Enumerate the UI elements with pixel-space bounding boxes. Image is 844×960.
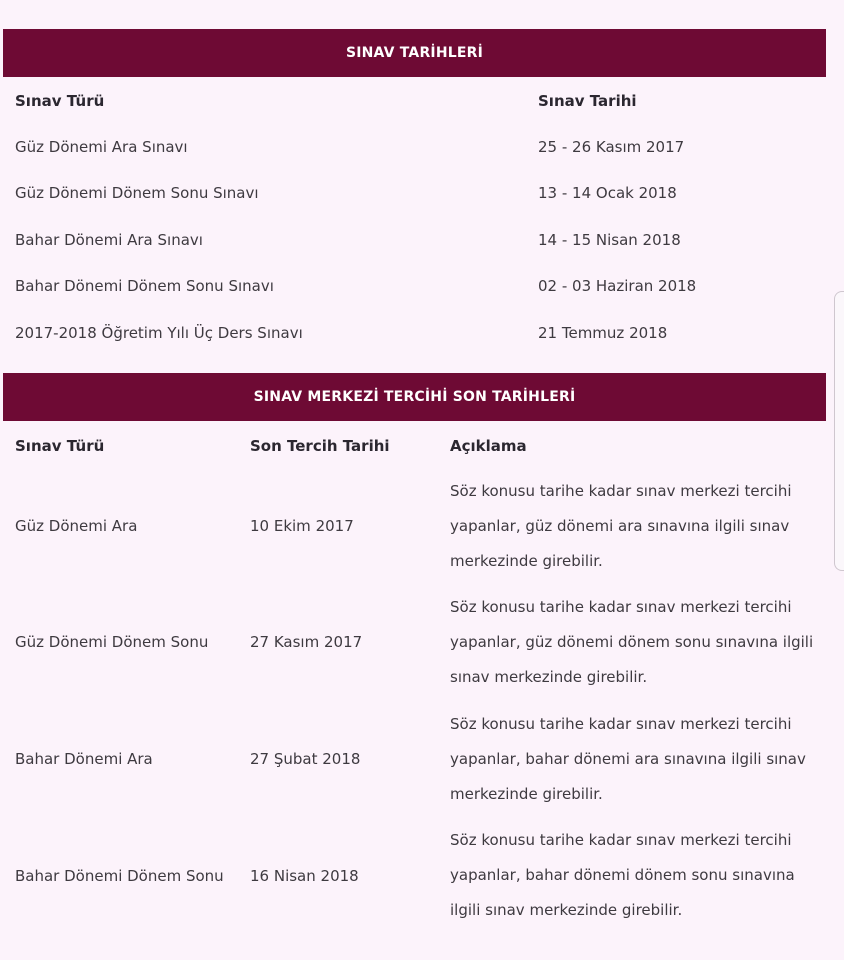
exam-type-cell: Bahar Dönemi Ara Sınavı [15,231,203,249]
exam-date-cell: 13 - 14 Ocak 2018 [538,184,677,202]
deadline-note-cell: Söz konusu tarihe kadar sınav merkezi tercihi yapanlar, güz dönemi dönem sonu sınavına ilgili sınav merkezinde girebilir. [450,598,814,686]
deadline-note-cell: Söz konusu tarihe kadar sınav merkezi tercihi yapanlar, bahar dönemi ara sınavına ilgili sınav merkezinde girebilir. [450,715,806,803]
exam-type-cell: Güz Dönemi Dönem Sonu Sınavı [15,184,259,202]
deadline-note-cell: Söz konusu tarihe kadar sınav merkezi tercihi yapanlar, güz dönemi ara sınavına ilgili sınav merkezinde girebilir. [450,482,792,570]
deadline-note-cell: Söz konusu tarihe kadar sınav merkezi tercihi yapanlar, bahar dönemi dönem sonu sınavına ilgili sınav merkezinde girebilir. [450,831,795,919]
exam-type-cell: Bahar Dönemi Dönem Sonu Sınavı [15,277,274,295]
center-deadlines-title: SINAV MERKEZİ TERCİHİ SON TARİHLERİ [3,373,826,421]
deadline-note-header: Açıklama [450,437,527,455]
exam-type-header: Sınav Türü [15,92,105,110]
deadline-date-header: Son Tercih Tarihi [250,437,390,455]
deadline-type-cell: Bahar Dönemi Ara [15,750,153,768]
exam-type-cell: Güz Dönemi Ara Sınavı [15,138,188,156]
deadline-type-cell: Güz Dönemi Dönem Sonu [15,633,209,651]
exam-type-cell: 2017-2018 Öğretim Yılı Üç Ders Sınavı [15,324,303,342]
exam-dates-title: SINAV TARİHLERİ [3,29,826,77]
exam-date-cell: 02 - 03 Haziran 2018 [538,277,697,295]
deadline-date-cell: 27 Kasım 2017 [250,633,363,651]
exam-date-cell: 14 - 15 Nisan 2018 [538,231,681,249]
deadline-type-cell: Güz Dönemi Ara [15,517,138,535]
side-panel-edge[interactable] [834,291,844,571]
deadline-date-cell: 10 Ekim 2017 [250,517,354,535]
deadline-type-cell: Bahar Dönemi Dönem Sonu [15,867,224,885]
exam-date-cell: 25 - 26 Kasım 2017 [538,138,685,156]
deadline-date-cell: 27 Şubat 2018 [250,750,361,768]
deadline-date-cell: 16 Nisan 2018 [250,867,359,885]
exam-date-cell: 21 Temmuz 2018 [538,324,668,342]
exam-date-header: Sınav Tarihi [538,92,637,110]
deadline-type-header: Sınav Türü [15,437,105,455]
